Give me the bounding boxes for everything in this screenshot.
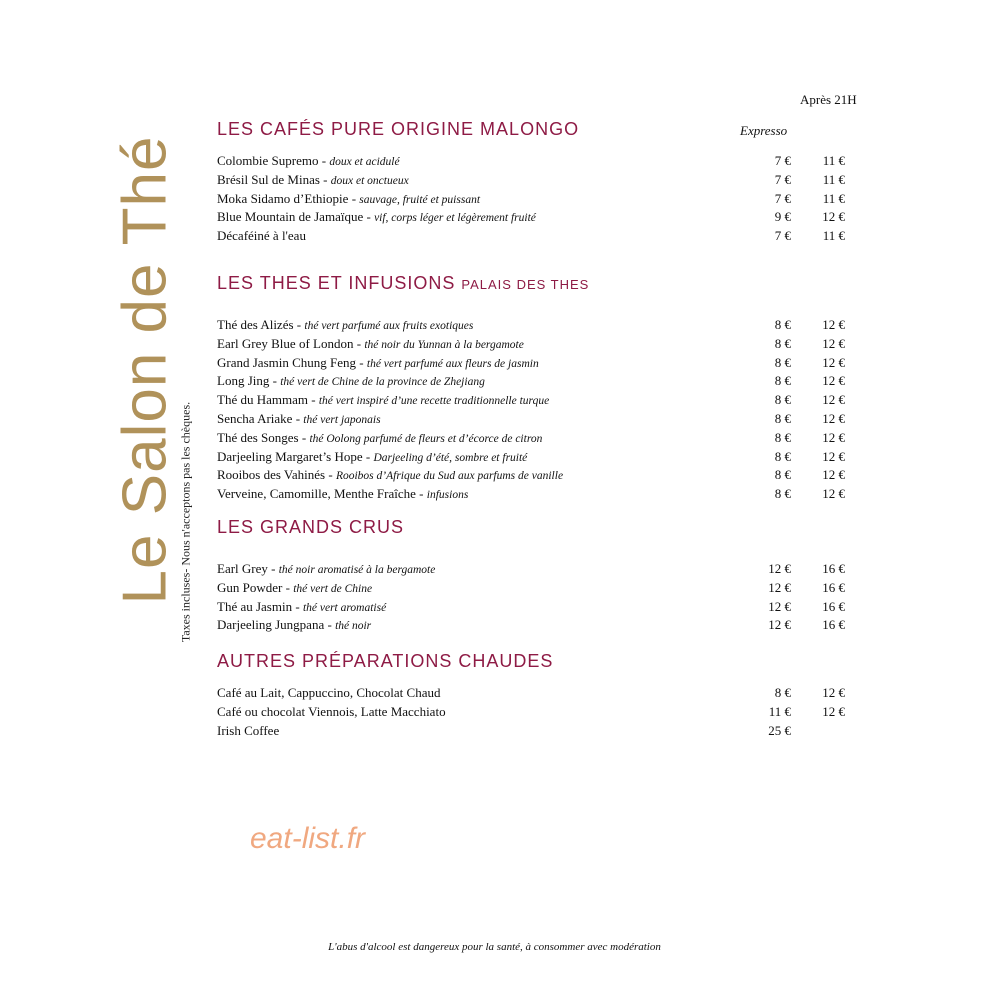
menu-item-price-2: 16 € <box>822 561 845 576</box>
menu-item-price-1: 8 € <box>774 354 791 370</box>
section-title-text: LES GRANDS CRUS <box>217 517 405 537</box>
menu-item-name: Thé du Hammam <box>217 392 308 408</box>
menu-item-price-2: 12 € <box>822 486 845 502</box>
menu-item <box>217 466 857 485</box>
menu-item <box>217 703 857 722</box>
menu-item-name: Verveine, Camomille, Menthe Fraîche <box>217 486 416 502</box>
menu-item <box>217 485 857 504</box>
menu-item <box>217 560 857 579</box>
menu-item-separator: - <box>282 579 294 595</box>
menu-item-separator: - <box>356 354 367 370</box>
menu-item-description: thé vert de Chine de la province de Zhejiang <box>280 376 485 389</box>
menu-item-description: Rooibos d’Afrique du Sud aux parfums de vanille <box>335 470 564 483</box>
menu-item-price-1: 8 € <box>774 373 791 389</box>
menu-item-price-1: 12 € <box>768 579 791 595</box>
menu-item-separator: - <box>325 467 336 483</box>
section-title-grands-crus <box>217 517 404 538</box>
menu-item-description: vif, corps léger et légèrement fruité <box>374 212 536 225</box>
menu-item <box>217 335 857 354</box>
menu-item-price-1: 7 € <box>774 171 791 187</box>
section-title-autres <box>217 651 553 672</box>
menu-item <box>217 722 857 741</box>
menu-item-description: thé noir <box>335 620 372 633</box>
menu-item-price-1: 8 € <box>774 335 791 351</box>
menu-item <box>217 316 857 335</box>
menu-item-price-1: 8 € <box>774 410 791 426</box>
menu-item-separator: - <box>362 448 374 464</box>
menu-item-description: thé noir aromatisé à la bergamote <box>278 564 436 576</box>
menu-item-description: thé vert de Chine <box>293 582 373 595</box>
menu-item <box>217 684 857 703</box>
menu-item-name: Thé des Songes <box>217 429 299 445</box>
menu-item-name: Sencha Ariake <box>217 410 293 426</box>
menu-item-name: Décaféiné à l'eau <box>217 228 306 244</box>
menu-item <box>217 448 857 467</box>
menu-item-name: Gun Powder <box>217 579 283 595</box>
menu-item-price-2: 11 € <box>822 228 845 244</box>
menu-item-description: thé vert parfumé aux fruits exotiques <box>304 320 474 332</box>
side-note: Taxes incluses- Nous n'acceptons pas les chèques. <box>178 401 193 643</box>
menu-item-price-2: 12 € <box>822 467 845 483</box>
menu-item-name: Blue Mountain de Jamaïque <box>217 209 364 225</box>
menu-item-name: Thé des Alizés <box>217 317 294 332</box>
side-title: Le Salon de Thé <box>110 135 180 605</box>
after-hours-label: Après 21H <box>800 92 857 107</box>
menu-item-price-1: 8 € <box>774 685 791 700</box>
menu-item-price-1: 12 € <box>768 598 791 614</box>
menu-item-name: Long Jing <box>217 373 270 389</box>
menu-item-price-2: 12 € <box>822 448 845 464</box>
menu-item-separator: - <box>307 392 319 408</box>
section-title-text: LES THES ET INFUSIONS <box>217 273 456 293</box>
menu-item-name: Brésil Sul de Minas <box>217 171 320 187</box>
menu-item-price-2: 11 € <box>822 171 845 187</box>
menu-item-price-2: 12 € <box>822 703 845 719</box>
menu-item-price-1: 9 € <box>774 209 791 225</box>
menu-item-price-1: 8 € <box>774 448 791 464</box>
menu-item-price-1: 11 € <box>768 703 791 719</box>
menu-item-name: Grand Jasmin Chung Feng <box>217 354 357 370</box>
menu-item-price-2: 12 € <box>822 373 845 389</box>
menu-item-description: Darjeeling d’été, sombre et fruité <box>373 451 528 464</box>
menu-item-separator: - <box>318 153 330 168</box>
menu-item-name: Darjeeling Margaret’s Hope <box>217 448 363 464</box>
menu-item-name: Colombie Supremo <box>217 153 319 168</box>
menu-item-description: thé vert japonais <box>303 413 381 426</box>
menu-item-price-1: 7 € <box>774 153 791 168</box>
menu-item-separator: - <box>293 317 305 332</box>
menu-item-separator: - <box>292 598 303 614</box>
menu-item-description: thé vert parfumé aux fleurs de jasmin <box>366 357 539 370</box>
menu-item-description: doux et acidulé <box>329 156 400 168</box>
menu-item <box>217 391 857 410</box>
section-items-grands-crus <box>217 560 857 635</box>
menu-item-price-1: 8 € <box>774 317 791 332</box>
menu-item-price-2: 12 € <box>822 392 845 408</box>
menu-item <box>217 598 857 617</box>
menu-item-name: Thé au Jasmin <box>217 598 293 614</box>
menu-item-price-2: 12 € <box>822 410 845 426</box>
menu-item-price-1: 8 € <box>774 429 791 445</box>
menu-item-price-1: 12 € <box>768 561 791 576</box>
menu-item-separator: - <box>353 335 365 351</box>
menu-item-description: doux et onctueux <box>330 174 409 187</box>
menu-item-description: thé noir du Yunnan à la bergamote <box>364 338 524 351</box>
menu-item <box>217 190 857 209</box>
menu-item-price-2: 12 € <box>822 354 845 370</box>
menu-item-price-2: 12 € <box>822 429 845 445</box>
menu-item-separator: - <box>415 486 427 502</box>
menu-item-separator: - <box>269 373 281 389</box>
menu-item-name: Earl Grey Blue of London <box>217 335 354 351</box>
menu-item-price-2: 12 € <box>822 335 845 351</box>
menu-item <box>217 579 857 598</box>
section-items-thes <box>217 316 857 504</box>
menu-item-name: Moka Sidamo d’Ethiopie <box>217 190 349 206</box>
menu-item-description: sauvage, fruité et puissant <box>359 193 481 206</box>
menu-item-name: Irish Coffee <box>217 722 280 738</box>
menu-item-price-1: 7 € <box>774 228 791 244</box>
menu-item-description: thé vert aromatisé <box>302 601 387 614</box>
menu-item <box>217 152 857 171</box>
section-items-cafes <box>217 152 857 246</box>
menu-item <box>217 372 857 391</box>
menu-item-price-2: 16 € <box>822 617 845 633</box>
column-header-expresso: Expresso <box>740 123 788 138</box>
menu-item <box>217 410 857 429</box>
menu-item-name: Earl Grey <box>217 561 268 576</box>
section-title-text: LES CAFÉS PURE ORIGINE MALONGO <box>217 119 580 139</box>
menu-item-separator: - <box>267 561 279 576</box>
section-title-thes <box>217 273 589 294</box>
menu-item <box>217 171 857 190</box>
menu-item-price-1: 7 € <box>774 190 791 206</box>
menu-item <box>217 227 857 246</box>
menu-item-price-2: 16 € <box>822 598 845 614</box>
section-subtitle: PALAIS DES THES <box>461 277 590 292</box>
menu-item-description: infusions <box>426 489 469 502</box>
menu-item-price-1: 12 € <box>768 617 791 633</box>
menu-item <box>217 208 857 227</box>
menu-item-separator: - <box>298 429 310 445</box>
section-title-cafes <box>217 119 579 140</box>
menu-item-price-1: 8 € <box>774 467 791 483</box>
menu-item-name: Café ou chocolat Viennois, Latte Macchiato <box>217 703 446 719</box>
section-items-autres <box>217 684 857 740</box>
menu-item-name: Darjeeling Jungpana <box>217 617 325 633</box>
menu-item <box>217 354 857 373</box>
menu-item-separator: - <box>348 190 360 206</box>
menu-item-separator: - <box>292 410 304 426</box>
menu-item-price-2: 12 € <box>822 317 845 332</box>
watermark-logo: eat-list.fr <box>250 822 366 855</box>
menu-item-separator: - <box>324 617 336 633</box>
menu-item-price-1: 8 € <box>774 392 791 408</box>
menu-item-price-1: 8 € <box>774 486 791 502</box>
menu-item-price-2: 16 € <box>822 579 845 595</box>
section-title-text: AUTRES PRÉPARATIONS CHAUDES <box>217 651 554 671</box>
menu-item <box>217 616 857 635</box>
menu-item-price-2: 12 € <box>822 685 845 700</box>
menu-item-price-1: 25 € <box>768 722 791 738</box>
footer-disclaimer: L'abus d'alcool est dangereux pour la santé, à consommer avec modération <box>328 941 661 953</box>
menu-item-price-2: 11 € <box>822 190 845 206</box>
menu-item-name: Café au Lait, Cappuccino, Chocolat Chaud <box>217 685 441 700</box>
menu-item-description: thé Oolong parfumé de fleurs et d’écorce de citron <box>309 432 543 445</box>
menu-item-price-2: 11 € <box>822 153 845 168</box>
menu-item-description: thé vert inspiré d’une recette traditionnelle turque <box>318 395 550 408</box>
menu-item <box>217 429 857 448</box>
menu-item-separator: - <box>319 171 331 187</box>
menu-item-separator: - <box>363 209 375 225</box>
menu-item-price-2: 12 € <box>822 209 845 225</box>
menu-item-name: Rooibos des Vahinés <box>217 467 326 483</box>
